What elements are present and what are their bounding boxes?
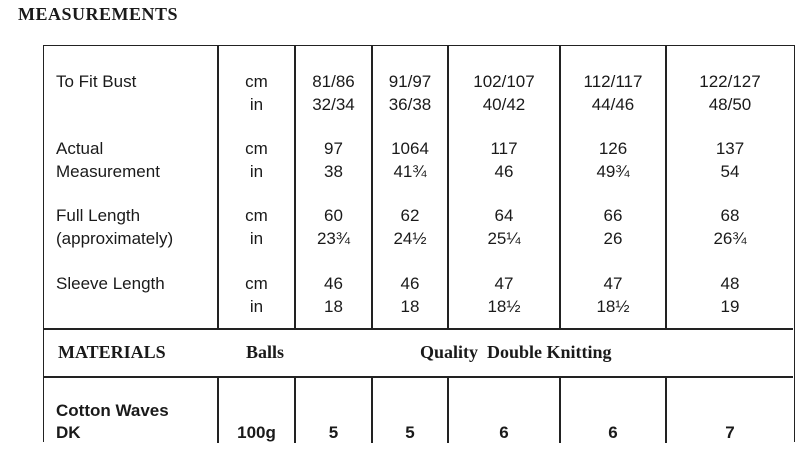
cell: 26¾ (713, 229, 747, 248)
cell: 44/46 (591, 95, 635, 114)
row-label-full-length-2: (approximately) (56, 229, 174, 248)
cell: 46 (494, 162, 514, 181)
cell: 117 (490, 139, 518, 158)
cell: 23¾ (316, 229, 351, 248)
unit-cm: cm (245, 274, 268, 293)
unit-in: in (249, 162, 264, 181)
unit-cm: cm (245, 72, 268, 91)
cell: 97 (324, 139, 343, 158)
cell: 32/34 (312, 95, 355, 114)
cell: 25¼ (487, 229, 521, 248)
cell: 36/38 (388, 95, 432, 114)
cell: 48 (720, 274, 740, 293)
row-label-actual-2: Measurement (56, 162, 160, 181)
cell: 48/50 (708, 95, 752, 114)
cell: 91/97 (388, 72, 432, 91)
page-title: MEASUREMENTS (18, 4, 179, 24)
cell: 18½ (487, 297, 521, 316)
materials-header: MATERIALS (58, 342, 166, 362)
unit-in: in (249, 229, 264, 248)
cell: 46 (324, 274, 343, 293)
cell: 26 (603, 229, 623, 248)
row-label-full-length: Full Length (56, 206, 141, 225)
cell: 46 (400, 274, 420, 293)
cell: 137 (715, 139, 745, 158)
cell: 60 (324, 206, 343, 225)
ball-weight: 100g (237, 423, 276, 442)
cell: 40/42 (482, 95, 526, 114)
unit-in: in (249, 297, 264, 316)
cell: 47 (603, 274, 623, 293)
balls-header: Balls (246, 342, 285, 362)
row-label-bust: To Fit Bust (56, 72, 137, 91)
yarn-name: Cotton Waves (56, 401, 169, 420)
ball-count: 6 (608, 423, 618, 442)
ball-count: 6 (499, 423, 509, 442)
cell: 54 (720, 162, 740, 181)
cell: 47 (494, 274, 514, 293)
yarn-name-2: DK (56, 423, 81, 442)
row-label-sleeve: Sleeve Length (56, 274, 165, 293)
cell: 24½ (393, 229, 427, 248)
cell: 49¾ (596, 162, 630, 181)
cell: 112/117 (583, 72, 643, 91)
cell: 19 (720, 297, 740, 316)
ball-count: 5 (405, 423, 415, 442)
ball-count: 5 (328, 423, 339, 442)
quality-header: Quality Double Knitting (420, 342, 612, 362)
unit-cm: cm (245, 139, 268, 158)
unit-in: in (249, 95, 264, 114)
cell: 38 (324, 162, 343, 181)
cell: 41¾ (393, 162, 427, 181)
cell: 62 (400, 206, 420, 225)
cell: 64 (494, 206, 514, 225)
cell: 18 (400, 297, 420, 316)
unit-cm: cm (245, 206, 268, 225)
cell: 126 (598, 139, 628, 158)
row-label-actual: Actual (56, 139, 104, 158)
cell: 102/107 (473, 72, 535, 91)
cell: 81/86 (312, 72, 355, 91)
cell: 122/127 (699, 72, 761, 91)
cell: 18 (324, 297, 343, 316)
cell: 68 (720, 206, 740, 225)
cell: 18½ (596, 297, 630, 316)
cell: 1064 (391, 139, 429, 158)
ball-count: 7 (725, 423, 735, 442)
cell: 66 (603, 206, 623, 225)
